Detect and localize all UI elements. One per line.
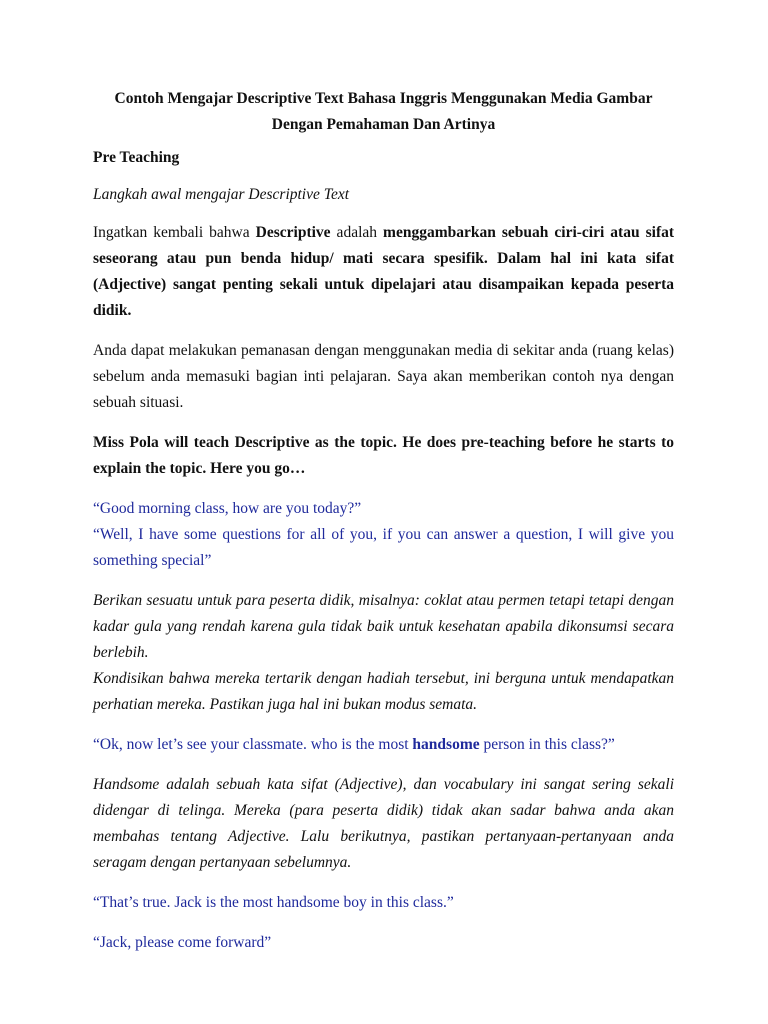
quote-jack-forward: “Jack, please come forward”	[93, 934, 272, 951]
quote3-before: “Ok, now let’s see your classmate. who is the most	[93, 736, 413, 753]
instruction-attention: Kondisikan bahwa mereka tertarik dengan hadiah tersebut, ini berguna untuk mendapatkan perhatian mereka. Pastikan juga hal ini bukan modus semata.	[93, 670, 674, 713]
title-line-2: Dengan Pemahaman Dan Artinya	[271, 116, 496, 133]
quote-greeting: “Good morning class, how are you today?”	[93, 500, 362, 517]
quote-questions: “Well, I have some questions for all of you, if you can answer a question, I will give you something special”	[93, 526, 674, 569]
para1-definition: menggambarkan sebuah ciri-ciri atau sifat seseorang atau pun benda hidup/ mati secara spesifik. Dalam hal ini kata sifat (Adjective) sangat penting sekali untuk dipelajari atau disampaikan kepada peserta didik.	[93, 224, 675, 319]
quote-jack-true: “That’s true. Jack is the most handsome boy in this class.”	[93, 894, 454, 911]
para1-term: Descriptive	[255, 224, 331, 241]
title-line-1: Contoh Mengajar Descriptive Text Bahasa Inggris Menggunakan Media Gambar	[114, 90, 653, 107]
paragraph-descriptive-definition	[93, 220, 674, 324]
paragraph-scenario: Miss Pola will teach Descriptive as the topic. He does pre-teaching before he starts to explain the topic. Here you go…	[93, 434, 674, 477]
instruction-adjective: Handsome adalah sebuah kata sifat (Adjective), dan vocabulary ini sangat sering sekali didengar di telinga. Mereka (para peserta didik) tidak akan sadar bahwa anda akan membahas tentang Adjective. Lalu berikutnya, pastikan pertanyaan-pertanyaan anda seragam dengan pertanyaan sebelumnya.	[93, 776, 674, 871]
document-page	[93, 86, 674, 956]
para1-text-2: adalah	[330, 224, 384, 241]
document-title	[93, 86, 674, 138]
instruction-give-reward: Berikan sesuatu untuk para peserta didik, misalnya: coklat atau permen tetapi tetapi dengan kadar gula yang rendah karena gula tidak baik untuk kesehatan apabila dikonsumsi secara berlebih.	[93, 592, 674, 661]
section-heading: Pre Teaching	[93, 149, 180, 166]
subheading: Langkah awal mengajar Descriptive Text	[93, 186, 350, 203]
quote3-after: person in this class?”	[479, 736, 615, 753]
quote-handsome	[93, 732, 674, 758]
quote3-keyword: handsome	[412, 736, 480, 753]
paragraph-warmup: Anda dapat melakukan pemanasan dengan menggunakan media di sekitar anda (ruang kelas) sebelum anda memasuki bagian inti pelajaran. Saya akan memberikan contoh nya dengan sebuah situasi.	[93, 342, 674, 411]
para1-text-1: Ingatkan kembali bahwa	[93, 224, 256, 241]
